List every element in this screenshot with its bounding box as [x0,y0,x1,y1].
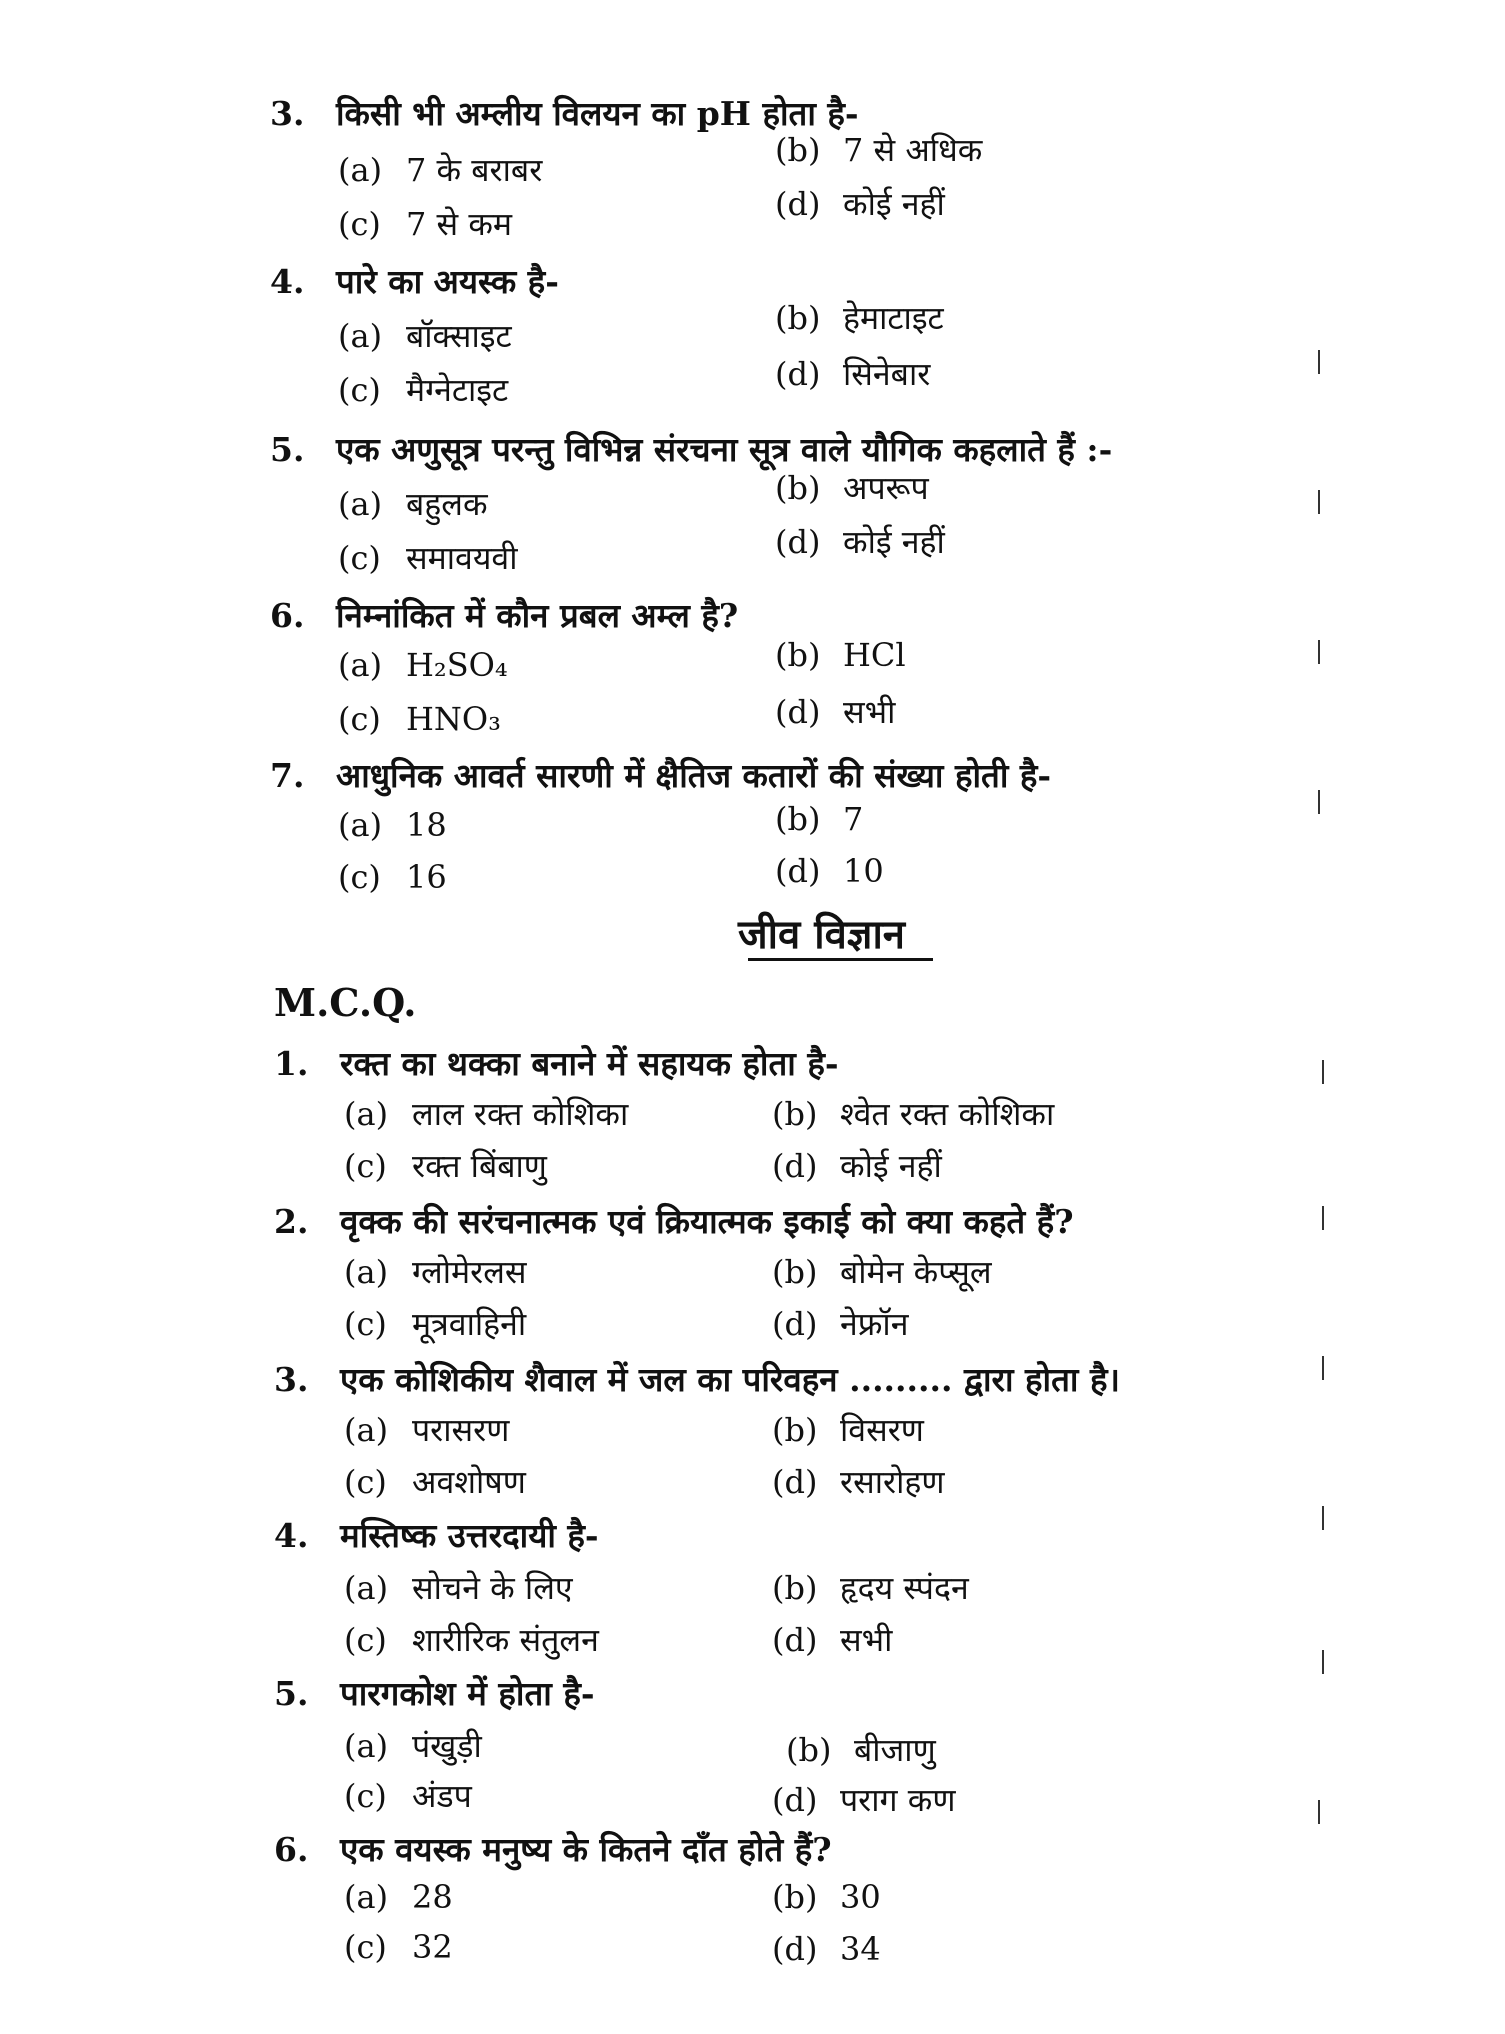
question-row [270,90,859,135]
option-text: 10 [843,852,884,890]
option-b [775,800,863,838]
option-label: (c) [344,1621,387,1659]
question-row [274,1512,599,1557]
option-label: (d) [772,1781,818,1819]
option-label: (b) [772,1569,818,1607]
option-a [338,314,512,357]
option-a [344,1250,527,1293]
option-text: नेफ्रॉन [840,1305,909,1343]
option-label: (b) [775,131,821,169]
option-text: 16 [406,858,447,896]
option-label: (b) [775,636,821,674]
question-row [270,426,1112,471]
option-text: रक्त बिंबाणु [412,1147,547,1185]
option-label: (a) [338,806,383,844]
option-label: (d) [775,693,821,731]
option-label: (c) [338,371,381,409]
margin-tick [1318,350,1320,374]
option-label: (d) [772,1930,818,1968]
option-text: 34 [840,1930,881,1968]
option-a [344,1878,453,1916]
option-label: (a) [344,1727,389,1765]
question-number: 3. [274,1360,309,1399]
option-text: हेमाटाइट [843,299,944,337]
section-title-underline [748,958,933,961]
option-text: ग्लोमेरलस [412,1253,527,1291]
question-row [274,1356,1120,1401]
option-label: (d) [772,1463,818,1501]
question-text: आधुनिक आवर्त सारणी में क्षैतिज कतारों की संख्या होती है- [336,756,1052,795]
option-c [344,1774,472,1817]
option-label: (d) [775,185,821,223]
question-row [274,1040,839,1085]
question-text: एक कोशिकीय शैवाल में जल का परिवहन ......... द्वारा होता है। [340,1360,1120,1399]
option-a [338,482,488,525]
question-text: रक्त का थक्का बनाने में सहायक होता है- [340,1044,839,1083]
option-b [772,1250,992,1293]
option-c [338,700,501,738]
option-text: मूत्रवाहिनी [412,1305,527,1343]
option-label: (b) [772,1253,818,1291]
option-d [772,1778,955,1821]
option-text: बॉक्साइट [406,317,512,355]
margin-tick [1322,1650,1324,1674]
option-text: 7 से कम [406,205,513,243]
option-c [344,1928,453,1966]
option-a [338,148,542,191]
option-label: (d) [775,852,821,890]
option-label: (d) [772,1305,818,1343]
option-a [344,1092,628,1135]
option-label: (b) [775,299,821,337]
question-row [274,1198,1074,1243]
option-text: बोमेन केप्सूल [840,1253,992,1291]
option-text: कोई नहीं [843,185,945,223]
question-row [270,258,559,303]
option-text: सोचने के लिए [412,1569,573,1607]
option-text: H₂SO₄ [406,646,508,684]
margin-tick [1318,790,1320,814]
option-label: (a) [344,1411,389,1449]
option-b [772,1408,924,1451]
question-number: 6. [270,596,305,635]
option-label: (b) [772,1878,818,1916]
question-text: पारगकोश में होता है- [340,1674,595,1713]
option-d [772,1618,892,1661]
option-a [344,1408,509,1451]
question-number: 3. [270,94,305,133]
option-d [775,690,895,733]
option-label: (c) [338,858,381,896]
question-number: 4. [274,1516,309,1555]
question-text: मस्तिष्क उत्तरदायी है- [340,1516,599,1555]
option-b [775,636,906,674]
margin-tick [1322,1206,1324,1230]
option-d [775,352,930,395]
option-c [344,1302,526,1345]
option-text: शारीरिक संतुलन [412,1621,599,1659]
question-row [274,1826,832,1871]
question-text: एक अणुसूत्र परन्तु विभिन्न संरचना सूत्र वाले यौगिक कहलाते हैं :- [336,430,1113,469]
question-text: पारे का अयस्क है- [336,262,559,301]
option-c [344,1144,547,1187]
option-d [772,1144,942,1187]
margin-tick [1318,1800,1320,1824]
option-text: अंडप [412,1777,472,1815]
question-text: निम्नांकित में कौन प्रबल अम्ल है? [336,596,739,635]
option-text: बहुलक [406,485,488,523]
section-title: जीव विज्ञान [738,911,906,958]
option-d [772,1302,908,1345]
option-label: (a) [338,151,383,189]
option-text: सिनेबार [843,355,931,393]
margin-tick [1322,1060,1324,1084]
option-b [775,466,929,509]
option-text: लाल रक्त कोशिका [412,1095,629,1133]
option-text: 30 [840,1878,881,1916]
option-label: (c) [344,1928,387,1966]
question-number: 5. [270,430,305,469]
option-label: (b) [775,469,821,507]
option-label: (a) [338,317,383,355]
option-b [772,1092,1054,1135]
option-text: 7 [843,800,864,838]
option-text: HCl [843,636,906,674]
option-label: (b) [786,1731,832,1769]
option-a [338,806,447,844]
option-label: (a) [344,1878,389,1916]
option-label: (c) [344,1147,387,1185]
option-b [772,1566,969,1609]
question-number: 2. [274,1202,309,1241]
question-text: एक वयस्क मनुष्य के कितने दाँत होते हैं? [340,1830,832,1869]
option-c [338,858,447,896]
option-label: (d) [775,523,821,561]
option-b [775,296,944,339]
option-b [775,128,982,171]
option-c [344,1618,599,1661]
option-text: विसरण [840,1411,924,1449]
option-text: पराग कण [840,1781,956,1819]
question-text: किसी भी अम्लीय विलयन का pH होता है- [336,94,859,133]
option-a [344,1566,573,1609]
question-number: 6. [274,1830,309,1869]
question-row [270,592,738,637]
option-label: (c) [338,205,381,243]
option-text: अपरूप [843,469,929,507]
option-c [338,368,508,411]
option-label: (d) [772,1147,818,1185]
option-text: अवशोषण [412,1463,526,1501]
option-label: (d) [772,1621,818,1659]
option-text: सभी [843,693,896,731]
option-text: हृदय स्पंदन [840,1569,969,1607]
option-d [775,520,945,563]
option-c [344,1460,526,1503]
option-d [775,182,945,225]
option-text: पंखुड़ी [412,1727,482,1765]
option-text: समावयवी [406,539,518,577]
option-text: मैग्नेटाइट [406,371,509,409]
option-d [772,1930,881,1968]
question-text: वृक्क की सरंचनात्मक एवं क्रियात्मक इकाई को क्या कहते हैं? [340,1202,1074,1241]
question-row [270,752,1051,797]
question-number: 1. [274,1044,309,1083]
margin-tick [1318,640,1320,664]
option-label: (a) [344,1095,389,1133]
option-c [338,202,512,245]
option-text: 18 [406,806,447,844]
option-label: (a) [344,1569,389,1607]
option-text: रसारोहण [840,1463,945,1501]
option-text: श्वेत रक्त कोशिका [840,1095,1055,1133]
option-a [338,646,508,684]
option-label: (b) [772,1095,818,1133]
option-text: सभी [840,1621,893,1659]
question-number: 4. [270,262,305,301]
option-text: बीजाणु [854,1731,936,1769]
option-label: (a) [338,646,383,684]
question-number: 5. [274,1674,309,1713]
option-text: HNO₃ [406,700,501,738]
option-label: (c) [338,700,381,738]
option-c [338,536,518,579]
option-text: 7 के बराबर [406,151,543,189]
option-text: 7 से अधिक [843,131,983,169]
option-text: 28 [412,1878,453,1916]
margin-tick [1322,1506,1324,1530]
option-text: 32 [412,1928,453,1966]
option-b [786,1728,936,1771]
option-label: (c) [338,539,381,577]
option-a [344,1724,482,1767]
option-text: कोई नहीं [843,523,945,561]
option-label: (b) [772,1411,818,1449]
option-label: (c) [344,1777,387,1815]
option-label: (d) [775,355,821,393]
mcq-heading: M.C.Q. [274,980,417,1025]
option-label: (a) [338,485,383,523]
option-label: (a) [344,1253,389,1291]
option-text: परासरण [412,1411,510,1449]
margin-tick [1318,490,1320,514]
question-number: 7. [270,756,305,795]
question-row [274,1670,595,1715]
option-text: कोई नहीं [840,1147,942,1185]
option-d [772,1460,945,1503]
margin-tick [1322,1356,1324,1380]
option-label: (c) [344,1305,387,1343]
option-label: (b) [775,800,821,838]
option-b [772,1878,881,1916]
option-d [775,852,884,890]
option-label: (c) [344,1463,387,1501]
